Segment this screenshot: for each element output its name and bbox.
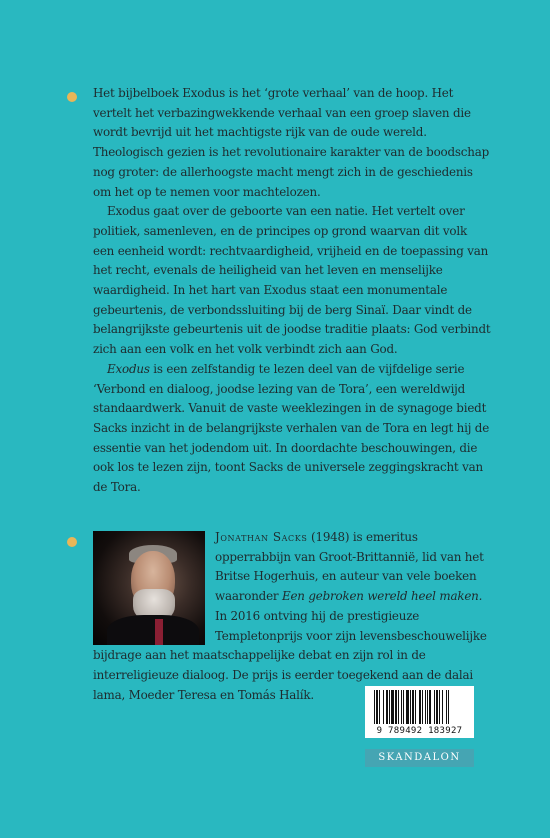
barcode-bar	[410, 690, 411, 724]
barcode-bar	[434, 690, 435, 724]
barcode-number: 9 789492 183927	[376, 726, 463, 736]
barcode-bar	[412, 690, 414, 724]
barcode-bar	[374, 690, 375, 724]
publisher-logo: SKANDALON	[365, 749, 474, 767]
bullet-dot	[67, 92, 77, 102]
barcode-bar	[427, 690, 428, 724]
barcode-bar	[401, 690, 402, 724]
barcode-bar	[379, 690, 380, 724]
barcode-bar	[422, 690, 423, 724]
barcode-bar	[398, 690, 399, 724]
barcode-bar	[383, 690, 384, 724]
barcode-bars	[373, 690, 466, 724]
barcode-bar	[439, 690, 440, 724]
isbn-barcode	[365, 686, 474, 738]
blurb-paragraph-3-text: is een zelfstandig te lezen deel van de vijfdelige serie ‘Verbond en dialoog, joodse lezing van de Tora’, een wereldwijd standaardwerk. Vanuit de vaste weeklezingen in de synagoge biedt Sacks inzicht in de belangrijkste verhalen van de Tora en legt hij de essentie van het jodendom uit. In doordachte beschouwingen, die ook los te lezen zijn, toont Sacks de universele zeggingskracht van de Tora.	[93, 361, 490, 495]
barcode-bar	[376, 690, 378, 724]
barcode-bar	[389, 690, 390, 724]
barcode-bar	[415, 690, 416, 724]
barcode-bar	[442, 690, 443, 724]
author-book-title: Een gebroken wereld heel maken.	[281, 589, 483, 604]
barcode-bar	[403, 690, 404, 724]
blurb-paragraph-2: Exodus gaat over de geboorte van een natie. Het vertelt over politiek, samenleven, en de principes op grond waarvan dit volk een eenheid wordt: rechtvaardigheid, vrijheid en de toepassing van het recht, evenals de heiligheid van het leven en menselijke waardigheid. In het hart van Exodus staat een monumentale gebeurtenis, de verbondssluiting bij de berg Sinaï. Daar vindt de belangrijkste gebeurtenis uit de joodse traditie plaats: God verbindt zich aan een volk en het volk verbindt zich aan God.	[93, 204, 491, 357]
bullet-dot	[67, 537, 77, 547]
blurb-paragraph-1: Het bijbelboek Exodus is het ‘grote verhaal’ van de hoop. Het vertelt het verbazingwekkende verhaal van een groep slaven die wordt bevrijd uit het machtigste rijk van de oude wereld. Theologisch gezien is het revolutionaire karakter van de boodschap nog groter: de allerhoogste macht mengt zich in de geschiedenis om het op te nemen voor machtelozen.	[93, 86, 490, 199]
barcode-bar	[406, 690, 409, 724]
barcode-bar	[419, 690, 421, 724]
barcode-bar	[446, 690, 447, 724]
barcode-bar	[386, 690, 388, 724]
barcode-bar	[425, 690, 426, 724]
blurb-text	[93, 84, 491, 498]
blurb-paragraph-3	[93, 360, 491, 498]
barcode-bar	[436, 690, 438, 724]
barcode-bar	[448, 690, 449, 724]
author-name: Jonathan Sacks	[215, 530, 308, 544]
author-bio	[93, 528, 491, 705]
barcode-bar	[429, 690, 431, 724]
barcode-bar	[391, 690, 394, 724]
book-title: Exodus	[107, 361, 150, 376]
barcode-bar	[395, 690, 397, 724]
author-bio-part-1: (1948) is emeritus opperrabbijn van Groot-Brittannië, lid van het Britse Hogerhuis, en auteur van vele boeken waaronder	[215, 530, 484, 604]
photo-spacer	[93, 528, 205, 646]
author-bio-part-2: In 2016 ontving hij de prestigieuze Templetonprijs voor zijn levensbeschouwelijke bijdrage aan het maatschappelijke debat en zijn rol in de interreligieuze dialoog. De prijs is eerder toegekend aan de dalai lama, Moeder Teresa en Tomás Halík.	[93, 608, 487, 702]
